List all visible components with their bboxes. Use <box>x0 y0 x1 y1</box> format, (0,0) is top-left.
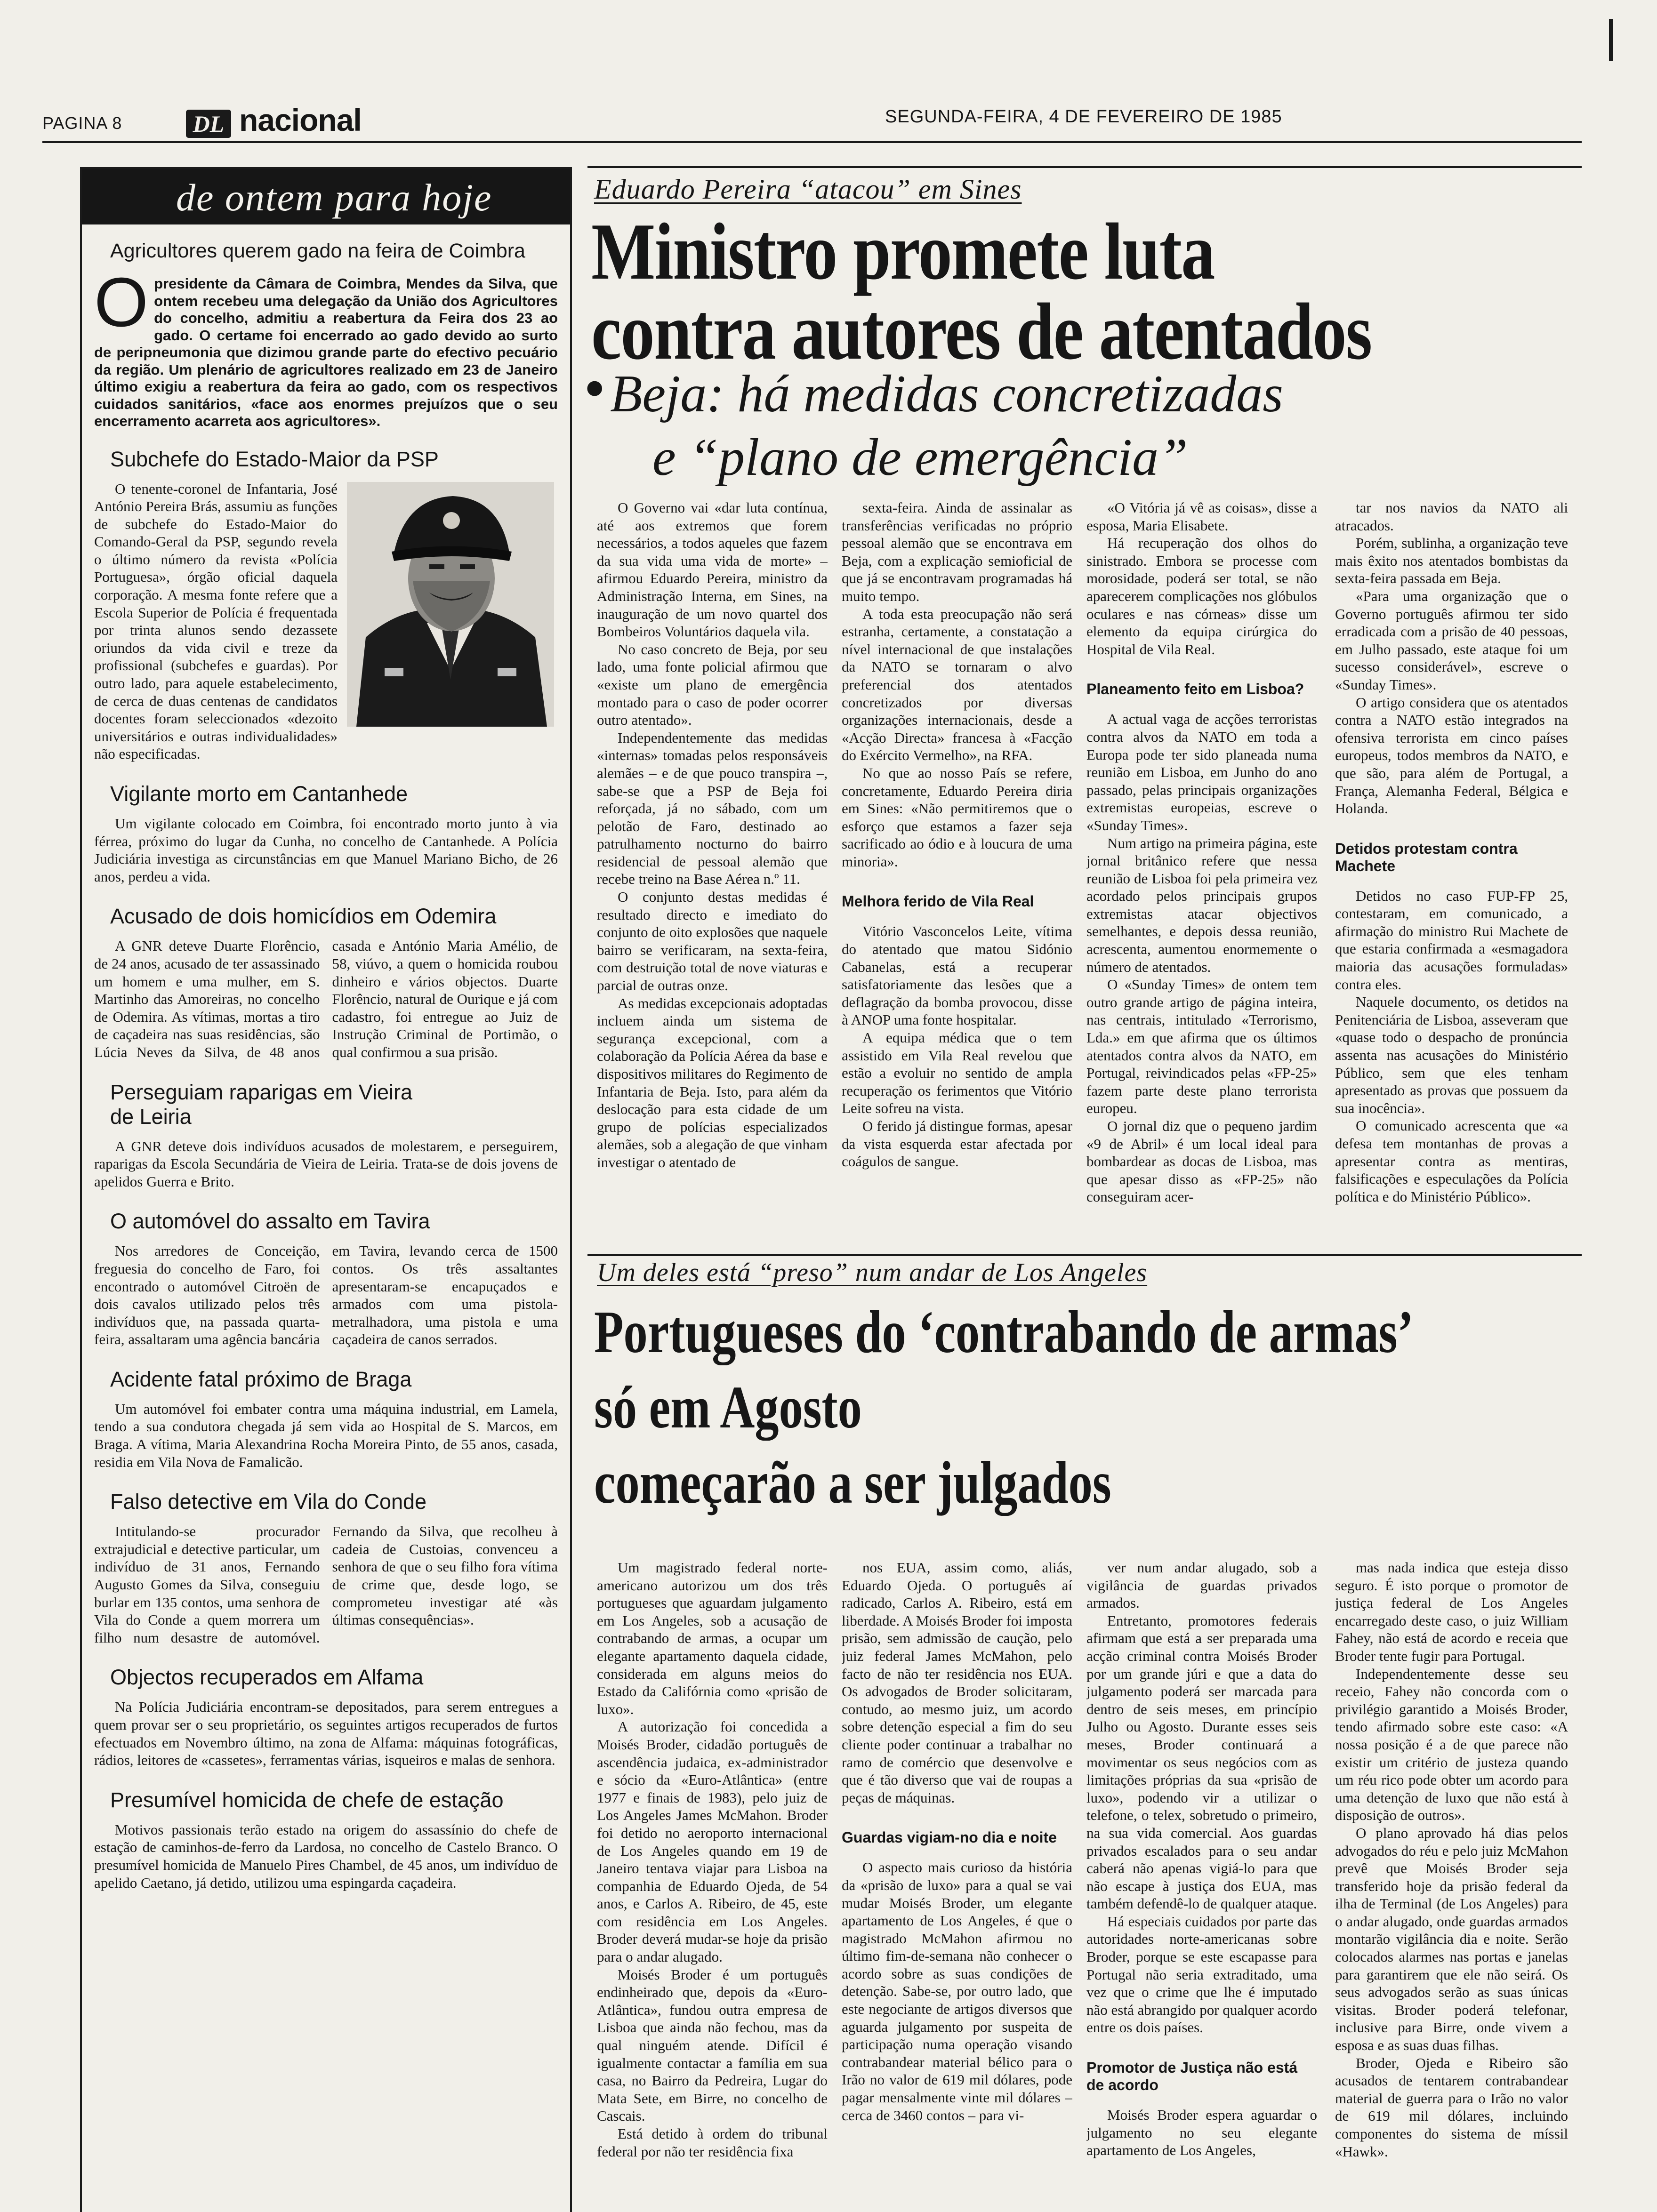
story2-kicker: Um deles está “preso” num andar de Los Angeles <box>597 1258 1148 1287</box>
column-text <box>842 1859 1072 2124</box>
article-text: O tenente-coronel de Infantaria, José António Pereira Brás, assumiu as funções de subchefe do Estado-Maior do Comando-Geral da PSP, segundo revela o último número da revista «Polícia Portuguesa», órgão oficial daquela corporação. A mesma fonte refere que a Escola Superior de Polícia é frequentada por trinta alunos sendo dezassete oriundos da vida civil e treze da profissional (subchefes e guardas). Por outro lado, para aquele estabelecimento, de cerca de duas centenas de candidatos docentes foram seleccionados «dezoito universitários e outras individualidades» não especificadas. <box>94 480 338 762</box>
paragraph: A actual vaga de acções terroristas contra alvos da NATO em toda a Europa pode ter sido planeada numa reunião em Lisboa, em Junho do ano passado, pelas principais organizações extremistas europeias, escreve o «Sunday Times». <box>1086 711 1317 834</box>
page-header <box>42 96 1318 144</box>
paragraph: Broder, Ojeda e Ribeiro são acusados de tentarem contrabandear material de guerra para o Irão no valor de 619 mil dólares, incluindo componentes do sistema de míssil «Hawk». <box>1335 2054 1568 2160</box>
article-title: Perseguiam raparigas em Vieira de Leiria <box>110 1080 412 1129</box>
paragraph: Porém, sublinha, a organização teve mais êxito nos atentados bombistas da sexta-feira passada em Beja. <box>1335 535 1568 587</box>
story2-col2 <box>842 1559 1072 2212</box>
story2-headline-line2: só em Agosto <box>594 1374 862 1441</box>
crosshead: Melhora ferido de Vila Real <box>842 893 1034 910</box>
paragraph: Detidos no caso FUP-FP 25, contestaram, em comunicado, a afirmação do ministro Rui Machete de que estaria confirmada a «esmagadora maioria das acusações formuladas» contra eles. <box>1335 887 1568 993</box>
paragraph: «Para uma organização que o Governo português afirmou ter sido erradicada com a prisão de 40 pessoas, em Julho passado, este ataque foi um sucesso considerável», escreve o «Sunday Times». <box>1335 587 1568 693</box>
crosshead: Detidos protestam contra Machete <box>1335 840 1518 874</box>
story1-col1 <box>597 499 828 1224</box>
paragraph: Há recuperação dos olhos do sinistrado. Embora se processe com morosidade, poderá ser total, se não aparecerem complicações nos glóbulos oculares e nas córneas» disse um elemento da equipa cirúrgica do Hospital de Vila Real. <box>1086 535 1317 657</box>
paragraph: O artigo considera que os atentados contra a NATO estão integrados na ofensiva terrorista em cinco países europeus, todos membros da NATO, e que são, para além de Portugal, a França, Alemanha Federal, Bélgica e Holanda. <box>1335 694 1568 817</box>
officer-portrait-image <box>347 482 554 727</box>
paragraph: sexta-feira. Ainda de assinalar as transferências verificadas no próprio pessoal alemão que se encontrava em Beja, com a explicação semioficial de que já se encontravam programadas há muito tempo. <box>842 499 1072 604</box>
paragraph: Está detido à ordem do tribunal federal por não ter residência fixa <box>597 2125 828 2160</box>
column-text <box>842 1559 1072 1806</box>
paragraph: nos EUA, assim como, aliás, Eduardo Ojeda. O português aí radicado, Carlos A. Ribeiro, está em liberdade. A Moisés Broder foi imposta prisão, sem admissão de caução, pelo juiz federal James McMahon, pelo facto de não ter residência nos EUA. Os advogados de Broder solicitaram, contudo, ao mesmo juiz, um acordo sobre detenção especial a fim do seu cliente poder continuar a trabalhar no ramo de comércio que desenvolve e que é tão diverso que vai de roupas a peças de máquinas. <box>842 1559 1072 1806</box>
story2-col4 <box>1335 1559 1568 2212</box>
article-text: Motivos passionais terão estado na origem do assassínio do chefe de estação de caminhos-de-ferro da Lardosa, no concelho de Castelo Branco. O presumível homicida de Manuelo Pires Chambel, de 45 anos, um indivíduo de apelido Caetano, já detido, utilizou uma espingarda caçadeira. <box>94 1821 558 1891</box>
sidebar-article <box>94 239 558 263</box>
paragraph: O jornal diz que o pequeno jardim «9 de Abril» é um local ideal para bombardear as docas de Lisboa, mas que apesar disso as «FP-25» não conseguiram acer- <box>1086 1118 1317 1205</box>
paragraph: Independentemente desse seu receio, Fahey não concorda com o privilégio garantido a Moisés Broder, tendo afirmado sobre este caso: «A nossa posição é a de que parece não existir um critério de justeza quando um réu rico pode obter um acordo para uma detenção de luxo que não está à disposição de outros». <box>1335 1665 1568 1824</box>
page-date: SEGUNDA-FEIRA, 4 DE FEVEREIRO DE 1985 <box>885 107 1282 127</box>
paragraph: No que ao nosso País se refere, concretamente, Eduardo Pereira diria em Sines: «Não permitiremos que o esforço que estamos a fazer seja sacrificado ao ódio e à loucura de uma minoria». <box>842 764 1072 870</box>
article-title: Subchefe do Estado-Maior da PSP <box>110 447 439 471</box>
story2-top-rule <box>587 1254 1582 1256</box>
story1-col4 <box>1335 499 1568 1224</box>
paragraph: mas nada indica que esteja disso seguro. É isto porque o promotor de justiça federal de Los Angeles encarregado deste caso, o juiz William Fahey, não está de acordo e receia que Broder tente fugir para Portugal. <box>1335 1559 1568 1664</box>
story1-kicker: Eduardo Pereira “atacou” em Sines <box>594 174 1022 205</box>
column-text <box>597 1559 828 2160</box>
sidebar-banner: de ontem para hoje <box>82 169 570 224</box>
column-text <box>597 499 828 1171</box>
sidebar-box <box>80 167 572 2212</box>
paragraph: O «Sunday Times» de ontem tem outro grande artigo de página inteira, nas centrais, intitulado «Terrorismo, Lda.» em que afirma que os últimos atentados contra alvos da NATO, em Portugal, reivindicados pelas «FP-25» fazem parte deste plano terrorista europeu. <box>1086 976 1317 1117</box>
article-text: A GNR deteve Duarte Florêncio, de 24 anos, acusado de ter assassinado um homem e uma mulher, em S. Martinho das Amoreiras, no concelho de Odemira. As vítimas, mortas a tiro de caçadeira nas suas residências, são Lúcia Neves da Silva, de 48 anos casada e António Maria Amélio, de 58, viúvo, a quem o homicida roubou dinheiro e vários objectos. Duarte Florêncio, natural de Ourique e já com cadastro, foi entregue ao Juiz de Instrução Criminal de Portimão, o qual confirmou a sua prisão. <box>94 938 558 1060</box>
paragraph: O ferido já distingue formas, apesar da vista esquerda estar afectada por coágulos de sangue. <box>842 1118 1072 1170</box>
article-body: O presidente da Câmara de Coimbra, Mendes da Silva, que ontem recebeu uma delegação da União dos Agricultores do concelho, admitiu a reabertura da Feira dos 23 ao gado. O certame foi encerrado ao gado devido ao surto de peripneumonia que dizimou grande parte do efectivo pecuário da região. Um plenário de agricultores realizado em 23 de Janeiro último exigiu a reabertura da feira ao gado, com os respectivos cuidados sanitários, «face aos enormes prejuízos que o seu encerramento acarreta aos agricultores». <box>94 264 558 429</box>
header-rule <box>42 141 1582 143</box>
column-text <box>1335 1559 1568 2160</box>
crosshead: Promotor de Justiça não está de acordo <box>1086 2059 1298 2094</box>
column-text <box>1086 499 1317 658</box>
article-title: Objectos recuperados em Alfama <box>110 1665 424 1690</box>
article-title: Vigilante morto em Cantanhede <box>110 782 408 806</box>
paragraph: tar nos navios da NATO ali atracados. <box>1335 499 1568 534</box>
officer-portrait <box>347 482 554 727</box>
crosshead: Planeamento feito em Lisboa? <box>1086 681 1304 698</box>
right-margin-mark <box>1609 19 1613 61</box>
paragraph: O plano aprovado há dias pelos advogados do réu e pelo juiz McMahon prevê que Moisés Broder seja transferido hoje da prisão federal da ilha de Terminal (de Los Angeles) para o andar alugado, onde guardas armados montarão vigilância dia e noite. Serão colocados alarmes nas portas e janelas para garantirem que ele não seirá. Os seus advogados serão as suas únicas visitas. Broder poderá telefonar, inclusive para Birre, onde vivem a esposa e as suas duas filhas. <box>1335 1824 1568 2054</box>
subhead-bullet: • <box>586 359 604 417</box>
paragraph: Vitório Vasconcelos Leite, vítima do atentado que matou Sidónio Cabanelas, está a recuperar satisfatoriamente das lesões que a deflagração da bomba provocou, disse à ANOP uma fonte hospitalar. <box>842 923 1072 1028</box>
drop-cap: O <box>94 264 149 341</box>
paragraph: A equipa médica que o tem assistido em Vila Real revelou que estão a evoluir no sentido de ampla recuperação os ferimentos que Vitório Leite sofreu na vista. <box>842 1029 1072 1117</box>
article-text: Na Polícia Judiciária encontram-se depositados, para serem entregues a quem provar ser o seu proprietário, os seguintes artigos recuperados de furtos efectuados em Novembro último, na zona de Alfama: máquinas fotográficas, rádios, leitores de «cassetes», ferramentas várias, isqueiros e malas de senhora. <box>94 1699 558 1769</box>
page-number: PAGINA 8 <box>42 113 122 133</box>
crosshead: Guardas vigiam-no dia e noite <box>842 1829 1057 1846</box>
column-text <box>1086 710 1317 1206</box>
article-body-with-photo <box>94 480 558 763</box>
article-text: Um automóvel foi embater contra uma máquina industrial, em Lamela, tendo a sua condutora chegada já sem vida ao Hospital de S. Marcos, em Braga. A vítima, Maria Alexandrina Rocha Moreira Pinto, de 55 anos, casada, residia em Vila Nova de Famalicão. <box>94 1400 558 1470</box>
article-text: Um vigilante colocado em Coimbra, foi encontrado morto junto à via férrea, próximo do lugar da Cunha, no concelho de Cantanhede. A Polícia Judiciária investiga as circunstâncias em que Manuel Mariano Bicho, de 26 anos, perdeu a vida. <box>94 815 558 885</box>
paragraph: «O Vitória já vê as coisas», disse a esposa, Maria Elisabete. <box>1086 499 1317 534</box>
story2-headline-line3: começarão a ser julgados <box>594 1449 1111 1516</box>
story2-col1 <box>597 1559 828 2212</box>
column-text <box>842 499 1072 870</box>
paragraph: Independentemente das medidas «internas» tomadas pelos responsáveis alemães – e de que pouco transpira –, sabe-se que a PSP de Beja foi reforçada, já no sábado, com um pelotão de Faro, destinado ao patrulhamento nocturno do bairro residencial de pessoal alemão que recebe treino na Base Aérea n.º 11. <box>597 729 828 888</box>
paragraph: O comunicado acrescenta que «a defesa tem montanhas de provas a apresentar contra as mentiras, falsificações e especulações da Polícia política e do Ministério Público». <box>1335 1117 1568 1205</box>
paragraph: Entretanto, promotores federais afirmam que está a ser preparada uma acção criminal contra Moisés Broder por um grande júri e que a data do julgamento poderá ser marcada para dentro de seis meses, em princípio Julho ou Agosto. Durante esses seis meses, Broder continuará a movimentar os seus negócios com as limitações próprias da sua «prisão de luxo», podendo vir a utilizar o telefone, o telex, sobretudo o primeiro, na sua vida comercial. Aos guardas privados escalados para o seu andar caberá não apenas vigiá-lo para que não escape à justiça dos EUA, mas também defendê-lo de qualquer ataque. <box>1086 1612 1317 1912</box>
paragraph: Há especiais cuidados por parte das autoridades norte-americanas sobre Broder, porque se este escapasse para Portugal não seria extraditado, uma vez que o crime que lhe é imputado não está abrangido por qualquer acordo entre os dois países. <box>1086 1913 1317 2036</box>
story1-headline-line2: contra autores de atentados <box>591 287 1372 377</box>
paragraph: O conjunto destas medidas é resultado directo e imediato do conjunto de oito explosões que naquele bairro se verificaram, na sexta-feira, com destruição total de nove viaturas e parcial de outras onze. <box>597 889 828 994</box>
column-text <box>1335 887 1568 1206</box>
article-title: O automóvel do assalto em Tavira <box>110 1209 430 1234</box>
paragraph: Moisés Broder espera aguardar o julgamento no seu elegante apartamento de Los Angeles, <box>1086 2107 1317 2159</box>
article-title: Presumível homicida de chefe de estação <box>110 1787 504 1812</box>
paragraph: ver num andar alugado, sob a vigilância de guardas privados armados. <box>1086 1559 1317 1611</box>
column-text <box>1335 499 1568 817</box>
story1-subhead-line2: e “plano de emergência” <box>652 428 1188 487</box>
story1-headline-line1: Ministro promete luta <box>591 207 1215 297</box>
column-text <box>1086 2106 1317 2159</box>
story2-col3 <box>1086 1559 1317 2212</box>
story2-headline-line1: Portugueses do ‘contrabando de armas’ <box>594 1298 1414 1365</box>
paragraph: Naquele documento, os detidos na Penitenciária de Lisboa, asseveram que «quase todo o despacho de pronúncia assenta nas acusações do Ministério Público, sem que eles tenham apresentado as provas que possuem da sua inocência». <box>1335 994 1568 1116</box>
article-title: Acidente fatal próximo de Braga <box>110 1367 412 1391</box>
paragraph: O Governo vai «dar luta contínua, até aos extremos que forem necessários, a todos aqueles que fazem da sua vida uma vida de morte» – afirmou Eduardo Pereira, ministro da Administração Interna, em Sines, na inauguração de um novo quartel dos Bombeiros Voluntários daquela vila. <box>597 499 828 640</box>
paragraph: No caso concreto de Beja, por seu lado, uma fonte policial afirmou que «existe um plano de emergência montado para o caso de poder ocorrer outro atentado». <box>597 641 828 729</box>
story1-top-rule <box>587 166 1582 168</box>
column-text <box>842 922 1072 1170</box>
newspaper-logo: DL <box>186 110 231 138</box>
sidebar-content <box>94 239 558 1891</box>
paragraph: O aspecto mais curioso da história da «prisão de luxo» para a qual se vai mudar Moisés Broder, um elegante apartamento de Los Angeles, é que o magistrado McMahon afirmou no último fim-de-semana não conhecer o acordo sobre as suas condições de detenção. Sabe-se, por outro lado, que este negociante de artigos diversos que aguarda julgamento por suspeita de participação numa operação visando contrabandear material bélico para o Irão no valor de 619 mil dólares, pode pagar mensalmente vinte mil dólares – cerca de 3460 contos – para vi- <box>842 1859 1072 2124</box>
article-title: Acusado de dois homicídios em Odemira <box>110 904 497 929</box>
paragraph: A autorização foi concedida a Moisés Broder, cidadão português de ascendência judaica, ex-administrador e sócio da «Euro-Atlântica» (entre 1977 e finais de 1983), pelo juiz de Los Angeles James McMahon. Broder foi detido no aeroporto internacional de Los Angeles quando em 19 de Janeiro tentava viajar para Lisboa na companhia de Eduardo Ojeda, de 54 anos, e Carlos A. Ribeiro, de 45, este com residência em Los Angeles. Broder deverá mudar-se hoje da prisão para o andar alugado. <box>597 1718 828 1965</box>
column-text <box>1086 1559 1317 2036</box>
paragraph: Moisés Broder é um português endinheirado que, depois da «Euro-Atlântica», fundou outra empresa de Lisboa que ainda não fechou, mas da qual ninguém atende. Difícil é igualmente contactar a família em sua casa, no Bairro da Pedreira, Lugar do Mata Sete, em Birre, no concelho de Cascais. <box>597 1966 828 2124</box>
article-text: Intitulando-se procurador extrajudicial e detective particular, um indivíduo de 31 anos, Fernando Augusto Gomes da Silva, conseguiu burlar em 135 contos, uma senhora de Vila do Conde a quem morrera um filho num desastre de automóvel. Fernando da Silva, que recolheu à cadeia de Custoias, convenceu a senhora de que o seu filho fora vítima de crime que, desde logo, se comprometeu investigar até «às últimas consequências». <box>94 1523 558 1646</box>
story1-subhead-line1: Beja: há medidas concretizadas <box>610 365 1283 423</box>
paragraph: As medidas excepcionais adoptadas incluem ainda um sistema de segurança excepcional, com a colaboração da Polícia Aérea da base e dispositivos militares do Regimento de Infantaria de Beja. Isto, para além da deslocação para esta cidade de um grupo de polícias especializados alemães, sob a alegação de que vinham investigar o atentado de <box>597 994 828 1170</box>
article-title: Agricultores querem gado na feira de Coimbra <box>110 240 525 262</box>
story1-col2 <box>842 499 1072 1224</box>
story1-col3 <box>1086 499 1317 1224</box>
paragraph: Num artigo na primeira página, este jornal britânico refere que nessa reunião de Lisboa foi pela primeira vez acordado pelos principais grupos extremistas atacar objectivos semelhantes, e depois dessa reunião, acrescenta, aumentou enormemente o número de atentados. <box>1086 834 1317 975</box>
article-title: Falso detective em Vila do Conde <box>110 1490 427 1514</box>
article-text: A GNR deteve dois indivíduos acusados de molestarem, e perseguirem, raparigas da Escola Secundária de Vieira de Leiria. Trata-se de dois jovens de apelidos Guerra e Brito. <box>94 1138 558 1190</box>
paragraph: Um magistrado federal norte-americano autorizou um dos três portugueses que aguardam julgamento em Los Angeles, sob a acusação de contrabando de armas, a ocupar um elegante apartamento daquela cidade, considerada em alguns meios do Estado da Califórnia como «prisão de luxo». <box>597 1559 828 1717</box>
article-text: Nos arredores de Conceição, freguesia do concelho de Faro, foi encontrado o automóvel Citroën de dois cavalos utilizado pelos três indivíduos que, na passada quarta-feira, assaltaram uma agência bancária em Tavira, levando cerca de 1500 contos. Os três assaltantes apresentaram-se encapuçados e armados com uma pistola-metralhadora, uma pistola e uma caçadeira de canos serrados. <box>94 1242 558 1348</box>
paragraph: A toda esta preocupação não será estranha, certamente, a constatação a nível internacional de que instalações da NATO se tornaram o alvo preferencial dos atentados concretizados por diversas organizações internacionais, desde a «Acção Directa» francesa à «Facção do Exército Vermelho», na RFA. <box>842 605 1072 764</box>
section-name: nacional <box>239 103 362 137</box>
